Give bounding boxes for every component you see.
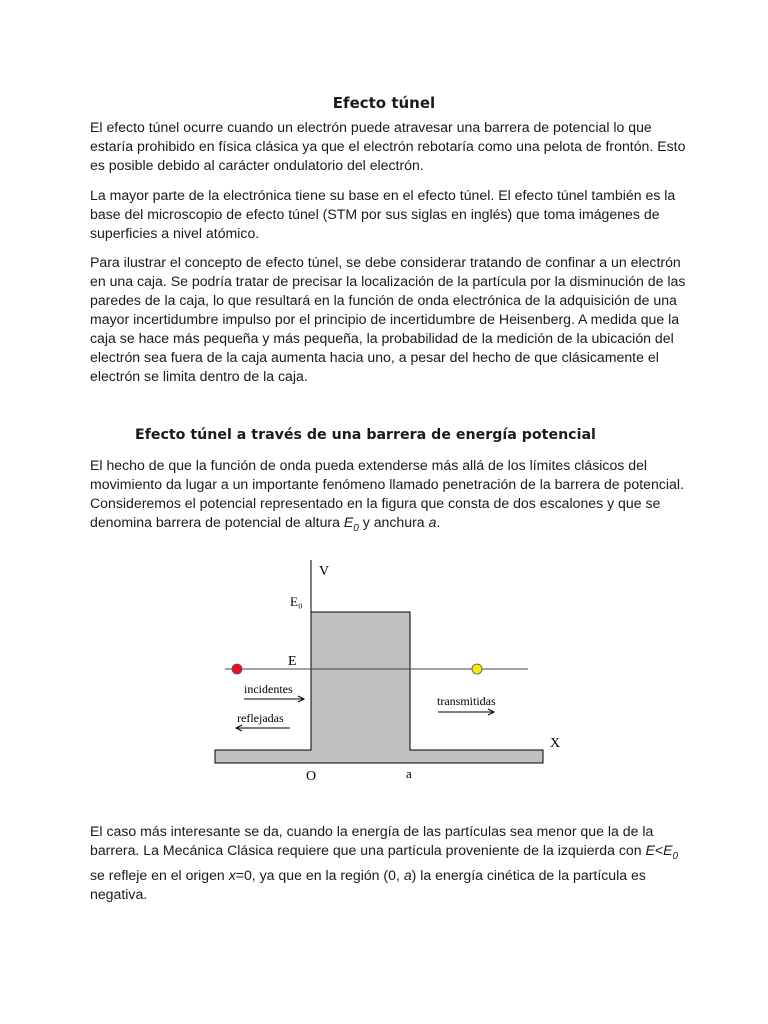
paragraph-intro-2: La mayor parte de la electrónica tiene su base en el efecto túnel. El efecto túnel también es la base del microscopio de efecto túnel (STM por sus siglas en inglés) que toma imágenes de superficies a nivel atómico. <box>90 187 676 241</box>
symbol-E0-final: $E_0$ <box>663 842 679 862</box>
label-e: E <box>288 654 297 669</box>
section-heading: Efecto túnel a través de una barrera de energía potencial <box>135 427 596 443</box>
symbol-a-final: a <box>403 866 412 883</box>
paragraph-intro-3: Para ilustrar el concepto de efecto túnel, se debe considerar tratando de confinar a un electrón en una caja. Se podría tratar de precisar la localización de la partícula por la disminución de las paredes de la caja, lo que resultará en la función de onda electrónica de la adquisición de una mayor incertidumbre impulso por el principio de incertidumbre de Heisenberg. A medida que la caja se hace más pequeña y más pequeña, la probabilidad de la medición de la ubicación del electrón sea fuera de la caja aumenta hacia uno, a pesar del hecho de que clásicamente el electrón se limita dentro de la caja. <box>90 254 686 384</box>
label-v: V <box>319 564 330 579</box>
potential-barrier-figure <box>200 555 580 795</box>
incident-particle <box>232 664 242 674</box>
transmitted-particle <box>472 664 482 674</box>
paragraph-final: El caso más interesante se da, cuando la energía de las partículas sea menor que la de la barrera. La Mecánica Clásica requiere que una partícula proveniente de la izquierda con $E<E_0$ se refleje en el origen x=0, ya que en la región (0, a) la energía cinética de la partícula es negativa. <box>90 823 679 902</box>
symbol-E: E <box>645 842 655 858</box>
barrier-diagram <box>200 555 580 795</box>
label-e0: E₀ <box>290 594 303 609</box>
symbol-E0: $E_0$ <box>343 514 359 534</box>
label-incidentes: incidentes <box>244 682 293 696</box>
symbol-x: x <box>228 866 236 883</box>
symbol-a: a <box>428 514 437 530</box>
label-reflejadas: reflejadas <box>237 711 284 725</box>
label-transmitidas: transmitidas <box>437 694 496 708</box>
label-x: X <box>550 736 561 751</box>
barrier-text-before: El hecho de que la función de onda pueda extenderse más allá de los límites clásicos del movimiento da lugar a un importante fenómeno llamado penetración de la barrera de potencial. Consideremos el potencial representado en la figura que consta de dos escalones y que se denomina barrera de potencial de altura <box>90 457 684 530</box>
barrier-text-end: . <box>436 514 441 530</box>
page-title: Efecto túnel <box>332 94 436 112</box>
barrier-text-middle: y anchura <box>358 514 429 530</box>
paragraph-intro-1: El efecto túnel ocurre cuando un electrón puede atravesar una barrera de potencial lo que estaría prohibido en física clásica ya que el electrón rebotaría como una pelota de frontón. Esto es posible debido al carácter ondulatorio del electrón. <box>90 119 686 173</box>
paragraph-barrier <box>90 456 690 538</box>
label-origin: O <box>306 769 317 784</box>
label-a: a <box>406 766 412 781</box>
